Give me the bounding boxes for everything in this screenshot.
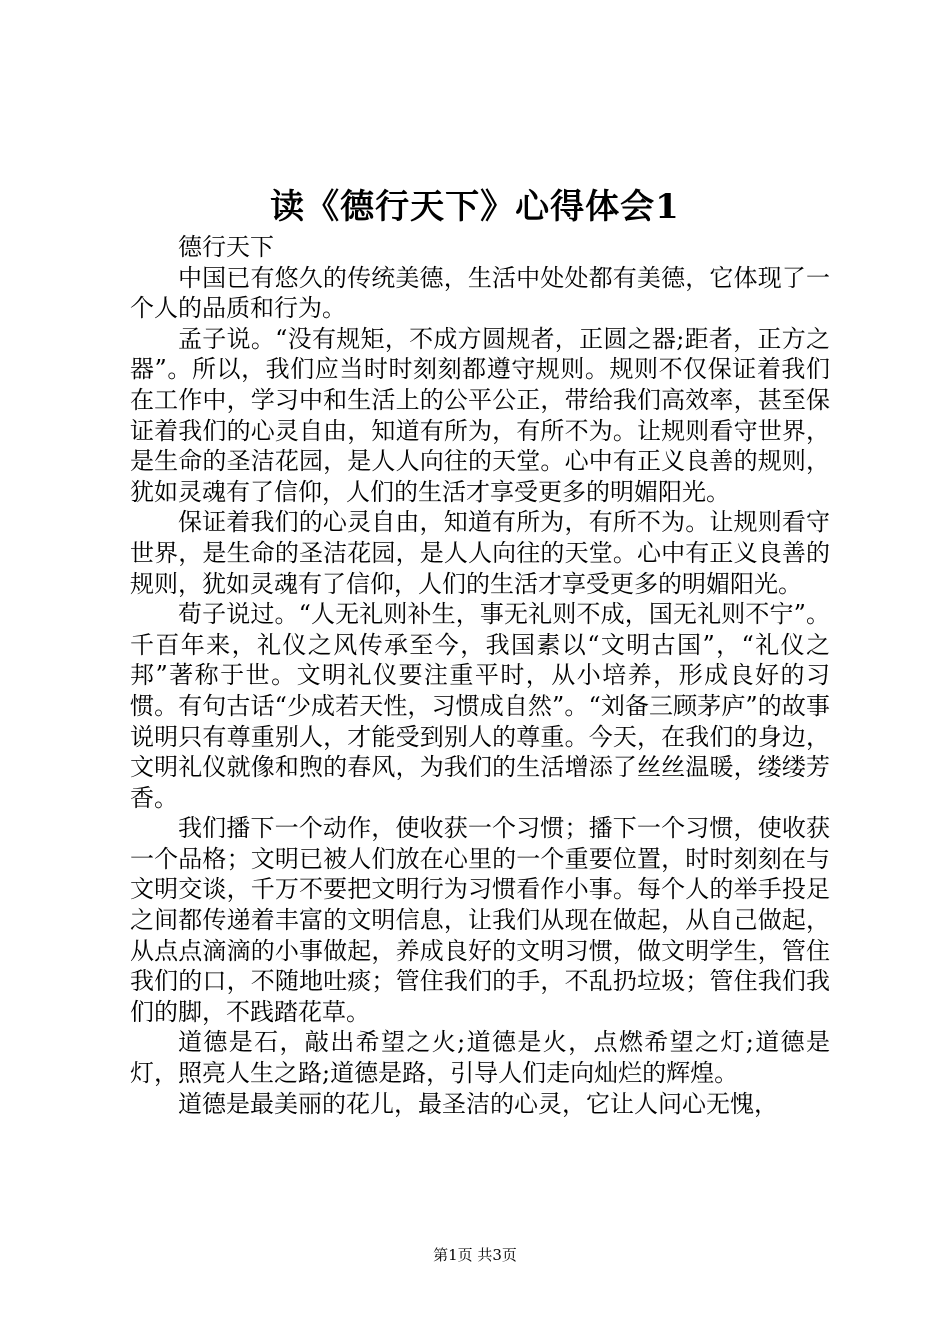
paragraph-subtitle: 德行天下 (178, 233, 274, 261)
paragraph: 中国已有悠久的传统美德，生活中处处都有美德，它体现了一个人的品质和行为。 (130, 263, 830, 323)
page-number-footer: 第1页 共3页 (433, 1246, 517, 1264)
paragraph: 保证着我们的心灵自由，知道有所为，有所不为。让规则看守世界，是生命的圣洁花园，是人人向往的天堂。心中有正义良善的规则，犹如灵魂有了信仰，人们的生活才享受更多的明媚阳光。 (130, 508, 830, 598)
paragraph: 道德是最美丽的花儿，最圣洁的心灵，它让人问心无愧， (178, 1089, 778, 1118)
paragraph: 孟子说。“没有规矩，不成方圆规者，正圆之器;距者，正方之器”。所以，我们应当时时刻刻都遵守规则。规则不仅保证着我们在工作中，学习中和生活上的公平公正，带给我们高效率，甚至保证着我们的心灵自由，知道有所为，有所不为。让规则看守世界，是生命的圣洁花园，是人人向往的天堂。心中有正义良善的规则，犹如灵魂有了信仰，人们的生活才享受更多的明媚阳光。 (130, 324, 830, 506)
document-title: 读《德行天下》心得体会1 (270, 187, 680, 227)
paragraph: 荀子说过。“人无礼则补生，事无礼则不成，国无礼则不宁”。千百年来，礼仪之风传承至今，我国素以“文明古国”，“礼仪之邦”著称于世。文明礼仪要注重平时，从小培养，形成良好的习惯。有句古话“少成若天性，习惯成自然”。“刘备三顾茅庐”的故事说明只有尊重别人，才能受到别人的尊重。今天，在我们的身边，文明礼仪就像和煦的春风，为我们的生活增添了丝丝温暖，缕缕芳香。 (130, 600, 830, 812)
paragraph: 我们播下一个动作，使收获一个习惯；播下一个习惯，使收获一个品格；文明已被人们放在心里的一个重要位置，时时刻刻在与文明交谈，千万不要把文明行为习惯看作小事。每个人的举手投足之间都传递着丰富的文明信息，让我们从现在做起，从自己做起，从点点滴滴的小事做起，养成良好的文明习惯，做文明学生，管住我们的口，不随地吐痰；管住我们的手，不乱扔垃圾；管住我们我们的脚，不践踏花草。 (130, 814, 830, 1026)
document-body (130, 232, 830, 1119)
paragraph: 道德是石，敲出希望之火;道德是火，点燃希望之灯;道德是灯，照亮人生之路;道德是路，引导人们走向灿烂的辉煌。 (130, 1028, 830, 1088)
